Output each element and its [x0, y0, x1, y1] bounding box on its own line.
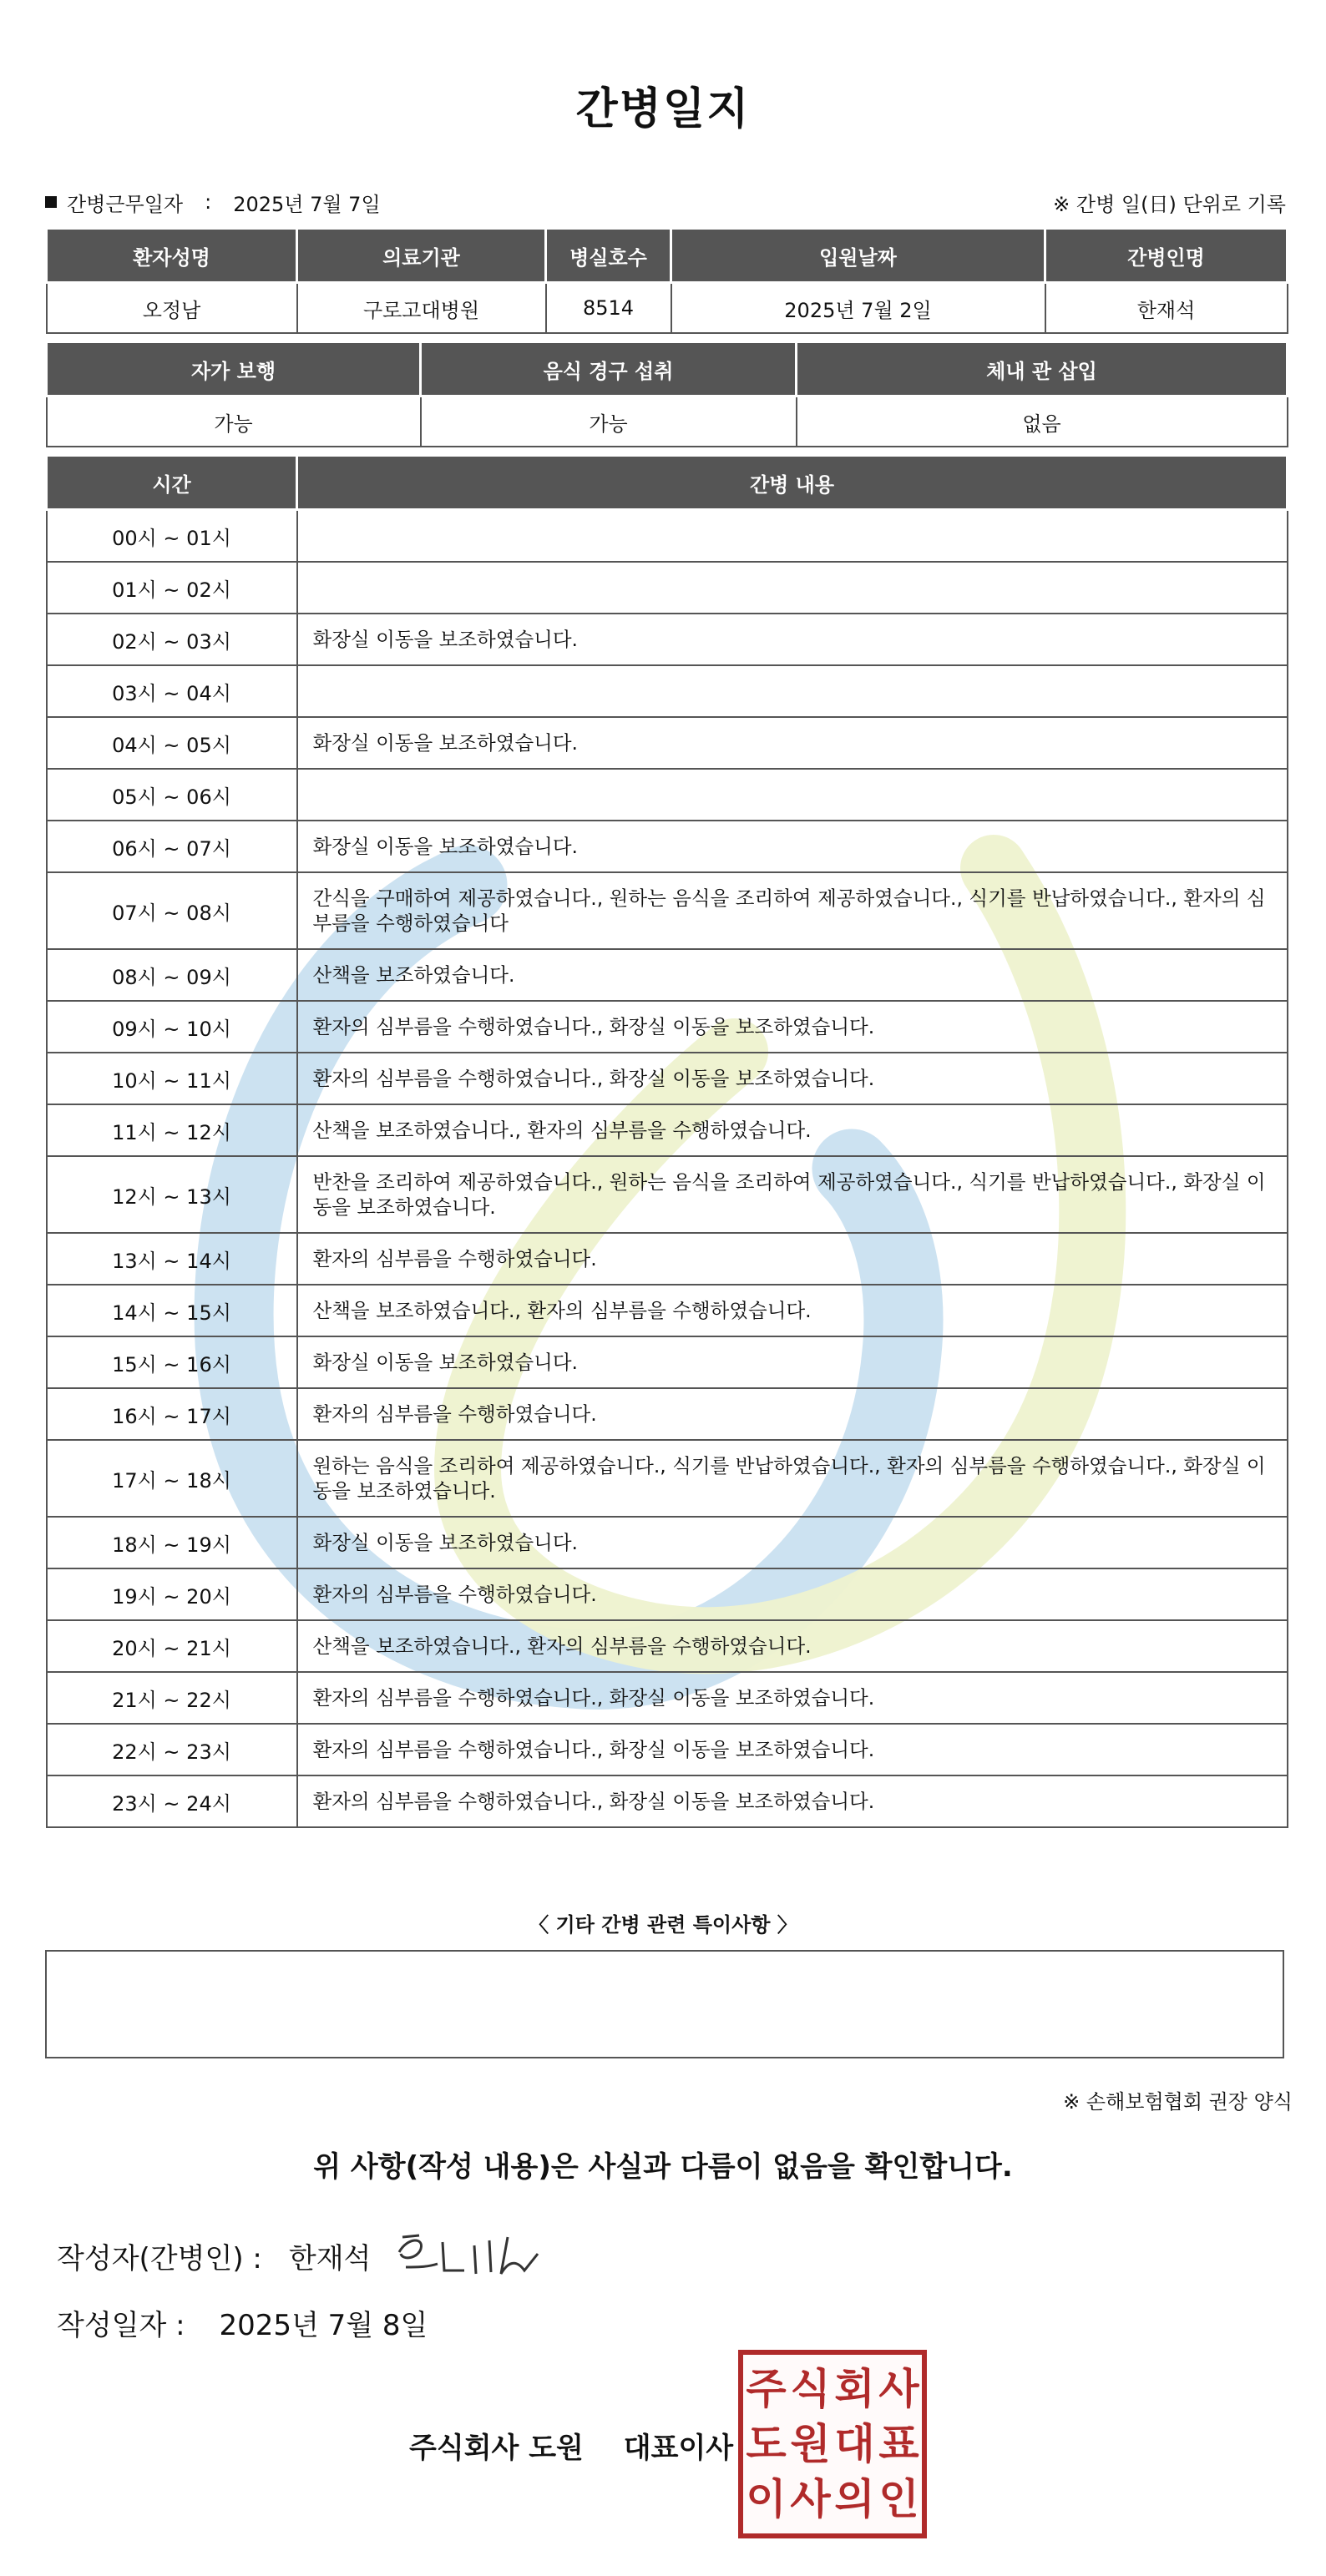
tube-insertion: 없음	[797, 397, 1288, 447]
log-content: 환자의 심부름을 수행하였습니다., 화장실 이동을 보조하였습니다.	[297, 1672, 1288, 1724]
log-row	[47, 614, 1288, 665]
log-time: 14시 ~ 15시	[47, 1285, 297, 1336]
log-time: 23시 ~ 24시	[47, 1775, 297, 1827]
seal-row	[744, 2361, 921, 2417]
log-row	[47, 1672, 1288, 1724]
log-row	[47, 1285, 1288, 1336]
log-time: 19시 ~ 20시	[47, 1568, 297, 1620]
header-admission-date: 입원날짜	[671, 229, 1045, 283]
log-row	[47, 1156, 1288, 1233]
log-content	[297, 665, 1288, 717]
seal-character: 의	[834, 2475, 875, 2523]
log-time: 07시 ~ 08시	[47, 872, 297, 949]
log-row	[47, 821, 1288, 872]
log-row	[47, 717, 1288, 769]
writer-row	[57, 2235, 371, 2276]
log-content: 화장실 이동을 보조하였습니다.	[297, 717, 1288, 769]
log-content: 환자의 심부름을 수행하였습니다., 화장실 이동을 보조하였습니다.	[297, 1001, 1288, 1053]
header-room: 병실호수	[546, 229, 671, 283]
company-name: 주식회사 도원	[409, 2432, 584, 2465]
seal-character: 주	[746, 2365, 787, 2413]
log-header-row	[47, 456, 1288, 510]
write-date-value: 2025년 7월 8일	[219, 2309, 428, 2342]
header-time: 시간	[47, 456, 297, 510]
log-body	[47, 510, 1288, 1828]
signature-image	[391, 2212, 549, 2287]
log-row	[47, 1620, 1288, 1672]
log-time: 17시 ~ 18시	[47, 1440, 297, 1517]
log-row	[47, 562, 1288, 614]
log-row	[47, 1440, 1288, 1517]
seal-character: 회	[834, 2365, 875, 2413]
patient-name: 오정남	[47, 283, 297, 334]
representative-title: 대표이사	[623, 2432, 734, 2465]
header-patient-name: 환자성명	[47, 229, 297, 283]
log-content: 산책을 보조하였습니다.	[297, 949, 1288, 1001]
caregiver-name: 한재석	[1045, 283, 1288, 334]
log-time: 18시 ~ 19시	[47, 1517, 297, 1568]
header-oral-intake: 음식 경구 섭취	[421, 342, 797, 397]
log-content: 환자의 심부름을 수행하였습니다.	[297, 1388, 1288, 1440]
work-date-row	[45, 185, 1286, 219]
write-date-label: 작성일자 :	[57, 2309, 185, 2342]
company-seal-stamp	[738, 2350, 927, 2538]
page-title: 간병일지	[575, 84, 751, 134]
admission-date: 2025년 7월 2일	[671, 283, 1045, 334]
header-tube-insertion: 체내 관 삽입	[797, 342, 1288, 397]
log-content: 환자의 심부름을 수행하였습니다.	[297, 1568, 1288, 1620]
log-content: 화장실 이동을 보조하였습니다.	[297, 1517, 1288, 1568]
log-content: 산책을 보조하였습니다., 환자의 심부름을 수행하였습니다.	[297, 1620, 1288, 1672]
seal-row	[744, 2472, 921, 2527]
work-date-label: 간병근무일자	[67, 192, 184, 216]
seal-row	[744, 2417, 921, 2472]
log-content: 반찬을 조리하여 제공하였습니다., 원하는 음식을 조리하여 제공하였습니다., 식기를 반납하였습니다., 화장실 이동을 보조하였습니다.	[297, 1156, 1288, 1233]
status-value-row	[47, 397, 1288, 447]
seal-character: 식	[790, 2365, 831, 2413]
work-date-sep: :	[205, 190, 212, 214]
seal-character: 원	[790, 2420, 831, 2468]
log-row	[47, 665, 1288, 717]
log-content: 원하는 음식을 조리하여 제공하였습니다., 식기를 반납하였습니다., 환자의 심부름을 수행하였습니다., 화장실 이동을 보조하였습니다.	[297, 1440, 1288, 1517]
header-caregiver: 간병인명	[1045, 229, 1288, 283]
self-walking: 가능	[47, 397, 421, 447]
log-time: 00시 ~ 01시	[47, 510, 297, 563]
log-row	[47, 1775, 1288, 1827]
log-content: 환자의 심부름을 수행하였습니다., 화장실 이동을 보조하였습니다.	[297, 1053, 1288, 1104]
log-content	[297, 769, 1288, 821]
log-row	[47, 769, 1288, 821]
log-content: 간식을 구매하여 제공하였습니다., 원하는 음식을 조리하여 제공하였습니다., 식기를 반납하였습니다., 환자의 심부름을 수행하였습니다	[297, 872, 1288, 949]
log-row	[47, 1233, 1288, 1285]
seal-character: 대	[834, 2420, 875, 2468]
log-content: 화장실 이동을 보조하였습니다.	[297, 1336, 1288, 1388]
log-time: 11시 ~ 12시	[47, 1104, 297, 1156]
log-time: 05시 ~ 06시	[47, 769, 297, 821]
unit-note: ※ 간병 일(日) 단위로 기록	[1053, 192, 1286, 216]
log-time: 22시 ~ 23시	[47, 1724, 297, 1775]
log-row	[47, 1053, 1288, 1104]
square-bullet-icon	[45, 196, 57, 208]
work-date-value: 2025년 7월 7일	[233, 192, 381, 216]
notes-box	[45, 1950, 1284, 2058]
log-time: 04시 ~ 05시	[47, 717, 297, 769]
writer-label: 작성자(간병인) :	[57, 2242, 262, 2275]
write-date-row	[57, 2302, 428, 2343]
log-content: 산책을 보조하였습니다., 환자의 심부름을 수행하였습니다.	[297, 1285, 1288, 1336]
log-time: 13시 ~ 14시	[47, 1233, 297, 1285]
log-time: 01시 ~ 02시	[47, 562, 297, 614]
institution: 구로고대병원	[297, 283, 546, 334]
log-row	[47, 1517, 1288, 1568]
log-time: 21시 ~ 22시	[47, 1672, 297, 1724]
status-header-row	[47, 342, 1288, 397]
log-row	[47, 510, 1288, 563]
notes-title: 〈 기타 간병 관련 특이사항 〉	[529, 1913, 797, 1937]
log-row	[47, 949, 1288, 1001]
care-log-table	[45, 454, 1288, 1828]
recommend-note: ※ 손해보험협회 권장 양식	[1063, 2090, 1293, 2114]
patient-header-row	[47, 229, 1288, 283]
log-row	[47, 1104, 1288, 1156]
header-institution: 의료기관	[297, 229, 546, 283]
seal-character: 표	[878, 2420, 919, 2468]
header-care-content: 간병 내용	[297, 456, 1288, 510]
patient-status-table	[45, 341, 1288, 447]
log-row	[47, 1568, 1288, 1620]
log-time: 06시 ~ 07시	[47, 821, 297, 872]
log-content: 산책을 보조하였습니다., 환자의 심부름을 수행하였습니다.	[297, 1104, 1288, 1156]
patient-info-table	[45, 227, 1288, 334]
log-time: 09시 ~ 10시	[47, 1001, 297, 1053]
log-content: 환자의 심부름을 수행하였습니다.	[297, 1233, 1288, 1285]
header-self-walking: 자가 보행	[47, 342, 421, 397]
log-row	[47, 1388, 1288, 1440]
seal-character: 이	[746, 2475, 787, 2523]
log-content: 화장실 이동을 보조하였습니다.	[297, 614, 1288, 665]
log-time: 10시 ~ 11시	[47, 1053, 297, 1104]
log-content	[297, 510, 1288, 563]
oral-intake: 가능	[421, 397, 797, 447]
log-time: 08시 ~ 09시	[47, 949, 297, 1001]
writer-name: 한재석	[288, 2242, 372, 2275]
log-content: 환자의 심부름을 수행하였습니다., 화장실 이동을 보조하였습니다.	[297, 1775, 1288, 1827]
log-row	[47, 872, 1288, 949]
log-row	[47, 1336, 1288, 1388]
company-row	[409, 2425, 733, 2466]
confirm-statement: 위 사항(작성 내용)은 사실과 다름이 없음을 확인합니다.	[313, 2150, 1013, 2184]
seal-character: 도	[746, 2420, 787, 2468]
room-number: 8514	[546, 283, 671, 334]
log-row	[47, 1724, 1288, 1775]
log-content	[297, 562, 1288, 614]
seal-character: 사	[790, 2475, 831, 2523]
log-time: 20시 ~ 21시	[47, 1620, 297, 1672]
log-time: 03시 ~ 04시	[47, 665, 297, 717]
log-time: 16시 ~ 17시	[47, 1388, 297, 1440]
patient-value-row	[47, 283, 1288, 334]
log-row	[47, 1001, 1288, 1053]
log-time: 15시 ~ 16시	[47, 1336, 297, 1388]
seal-character: 인	[878, 2475, 919, 2523]
seal-character: 사	[878, 2365, 919, 2413]
log-time: 12시 ~ 13시	[47, 1156, 297, 1233]
log-content: 환자의 심부름을 수행하였습니다., 화장실 이동을 보조하였습니다.	[297, 1724, 1288, 1775]
log-content: 화장실 이동을 보조하였습니다.	[297, 821, 1288, 872]
log-time: 02시 ~ 03시	[47, 614, 297, 665]
